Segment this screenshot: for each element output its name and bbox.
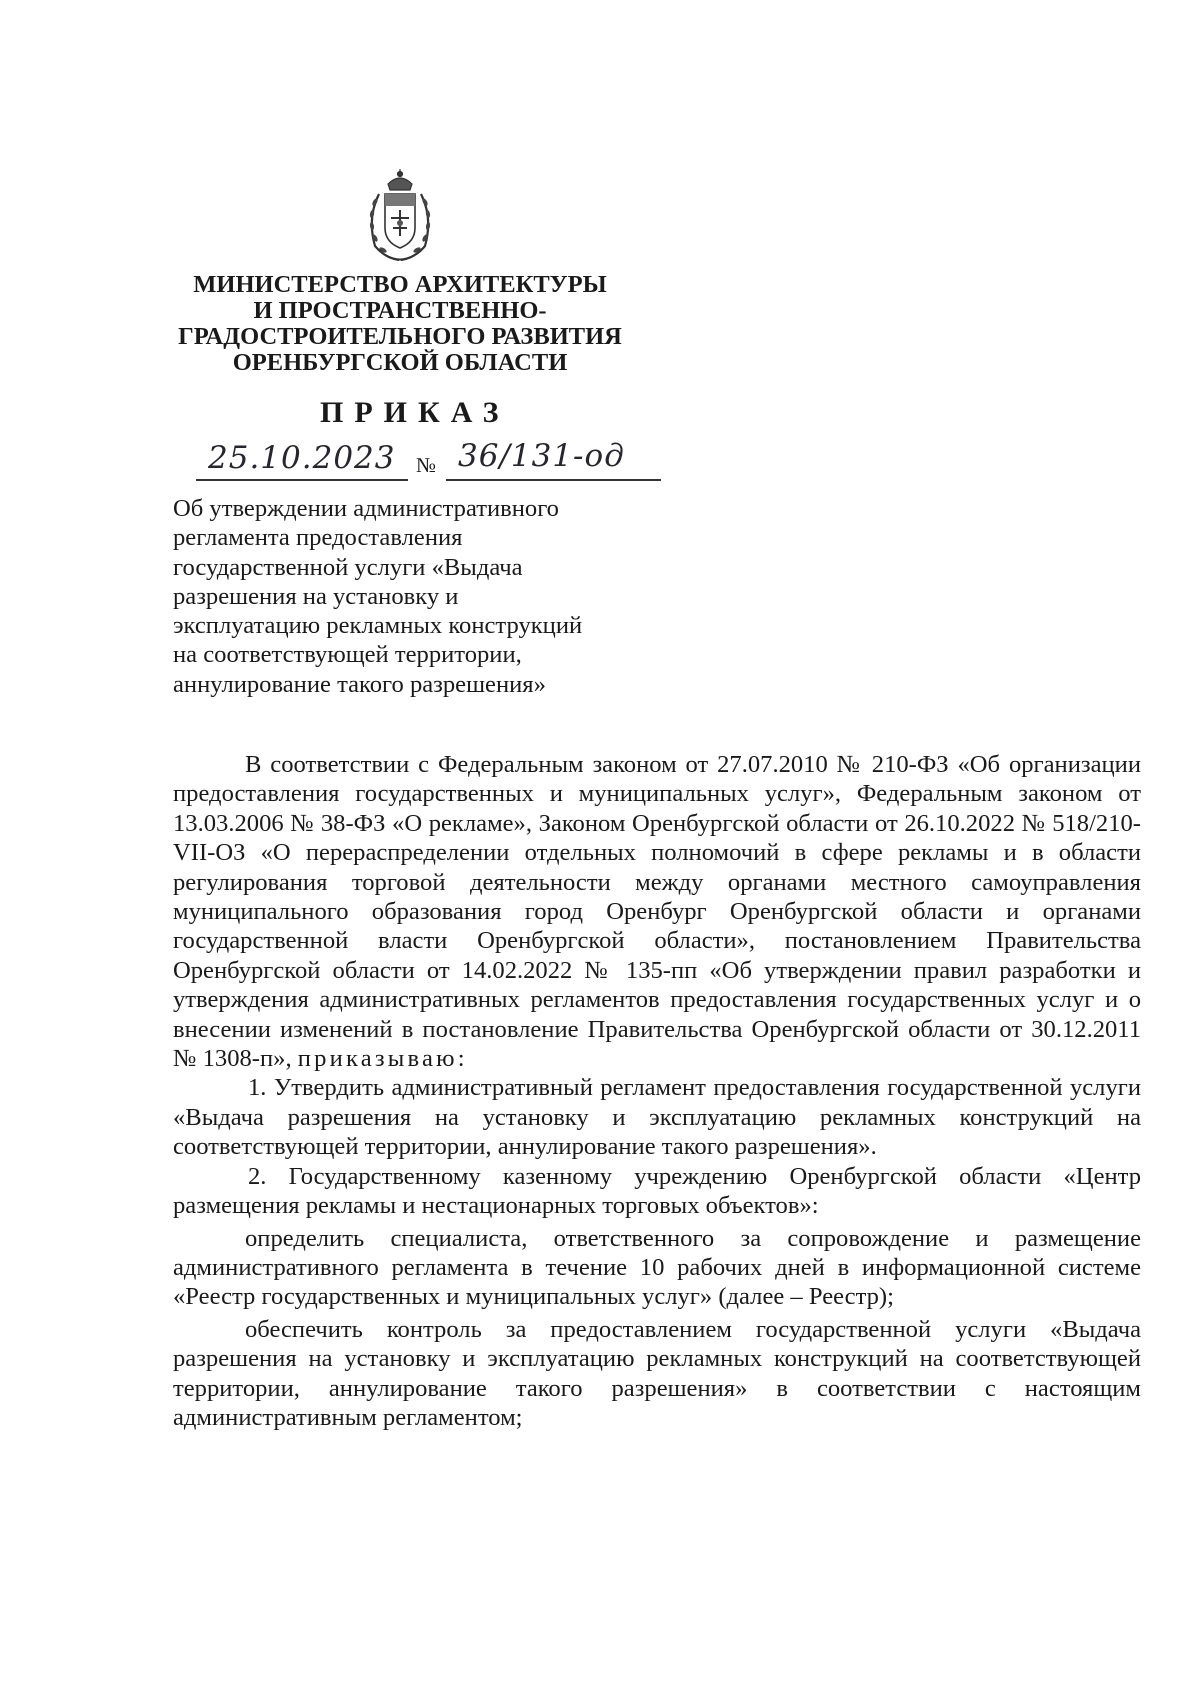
order-item-1: 1. Утвердить административный регламент предоставления государственной услуги «Выдача разрешения на установку и эксплуатацию рекламных конструкций на соответствующей территории, аннулирование такого разрешения». [173, 1074, 1141, 1161]
order-item-2: 2. Государственному казенному учреждению Оренбургской области «Центр размещения рекламы и нестационарных торговых объектов»: [173, 1162, 1141, 1220]
date-underline [196, 479, 408, 481]
subject-line: государственной услуги «Выдача [173, 553, 523, 581]
ministry-name-line-3: ГРАДОСТРОИТЕЛЬНОГО РАЗВИТИЯ [178, 323, 622, 350]
order-item-2-subpoint-b: обеспечить контроль за предоставлением государственной услуги «Выдача разрешения на установку и эксплуатацию рекламных конструкций на соответствующей территории, аннулирование такого разрешения» в соответствии с настоящим административным регламентом; [173, 1315, 1141, 1431]
number-underline [446, 479, 661, 481]
subject-line: на соответствующей территории, [173, 641, 522, 669]
handwritten-date: 25.10.2023 [208, 440, 396, 476]
coat-of-arms-icon [361, 168, 439, 264]
ministry-name-line-2: И ПРОСТРАНСТВЕННО- [253, 297, 547, 324]
handwritten-number: 36/131-од [458, 438, 625, 474]
subject-line: регламента предоставления [173, 524, 463, 552]
order-word: приказываю: [297, 1045, 468, 1073]
document-requisites [196, 438, 666, 484]
ministry-name-line-4: ОРЕНБУРГСКОЙ ОБЛАСТИ [232, 349, 568, 376]
ministry-name [170, 272, 630, 376]
subject-line: аннулирование такого разрешения» [173, 670, 546, 698]
preamble-text: В соответствии с Федеральным законом от 27.07.2010 № 210-ФЗ «Об организации предоставления государственных и муниципальных услуг», Федеральным законом от 13.03.2006 № 38-ФЗ «О рекламе», Законом Оренбургской области от 26.10.2022 № 518/210-VII-ОЗ «О перераспределении отдельных полномочий в сфере рекламы и в области регулирования торговой деятельности между органами местного самоуправления муниципального образования город Оренбург Оренбургской области и органами государственной власти Оренбургской области», постановлением Правительства Оренбургской области от 14.02.2022 № 135-пп «Об утверждении правил разработки и утверждения административных регламентов предоставления государственных услуг и о внесении изменений в постановление Правительства Оренбургской области от 30.12.2011 № 1308-п», [173, 751, 1141, 1073]
number-sign: № [416, 453, 437, 477]
subject-line: эксплуатацию рекламных конструкций [173, 612, 583, 640]
order-item-2-subpoint-a: определить специалиста, ответственного за сопровождение и размещение административного регламента в течение 10 рабочих дней в информационной системе «Реестр государственных и муниципальных услуг» (далее – Реестр); [173, 1224, 1141, 1311]
subject-line: разрешения на установку и [173, 582, 459, 610]
ministry-name-line-1: МИНИСТЕРСТВО АРХИТЕКТУРЫ [193, 271, 607, 298]
subject-line: Об утверждении административного [173, 495, 559, 522]
document-type-title: ПРИКАЗ [320, 396, 510, 429]
document-body [173, 750, 1141, 1432]
document-subject [173, 494, 643, 699]
preamble-paragraph [173, 750, 1141, 1073]
